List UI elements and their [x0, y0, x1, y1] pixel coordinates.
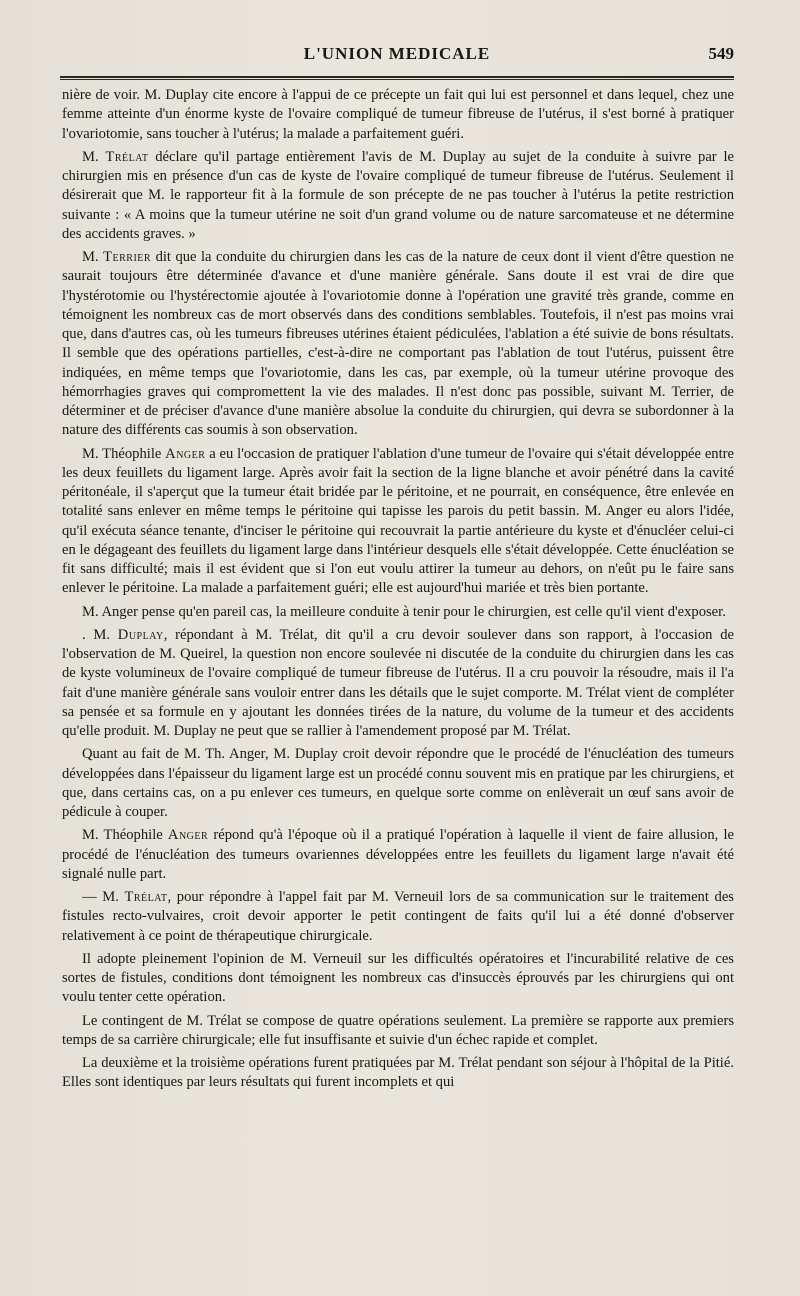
paragraph-text: nière de voir. M. Duplay cite encore à l'appui de ce précepte un fait qui lui est personnel et dans lequel, chez une femme atteinte d'un énorme kyste de l'ovaire compliqué de tumeur fibreuse de l'utérus, il s'est borné à pratiquer l'ovariotomie, sans toucher à l'utérus; la malade a parfaitement guéri.	[62, 87, 734, 142]
paragraph	[62, 248, 734, 441]
paragraph	[62, 745, 734, 822]
paragraph-prefix: M. Théophile	[82, 827, 168, 844]
page-number: 549	[708, 44, 734, 63]
paragraph-text: répond qu'à l'époque où il a pratiqué l'opération à laquelle il vient de faire allusion, le procédé de l'énucléation des tumeurs ovariennes développées entre les feuillets du ligament large n'avait été signalé nulle part.	[62, 827, 734, 882]
paragraph	[62, 626, 734, 742]
paragraph-prefix: M.	[82, 249, 104, 265]
paragraph	[62, 1012, 734, 1051]
paragraph	[62, 950, 734, 1008]
speaker-name: Anger	[167, 827, 209, 844]
paragraph-prefix: — M.	[82, 889, 125, 905]
speaker-name: Trélat	[124, 889, 168, 905]
paragraph-text: Quant au fait de M. Th. Anger, M. Duplay croit devoir répondre que le procédé de l'énucléation des tumeurs développées dans l'épaisseur du ligament large est un procédé connu souvent mis en pratique par les chirurgiens, et que, dans certains cas, on a pu enlever ces tumeurs, en quelque sorte comme on enlèverait un œuf sans avoir de pédicule à couper.	[62, 746, 734, 820]
running-title: L'UNION MEDICALE	[303, 44, 491, 63]
speaker-name: Terrier	[103, 249, 152, 265]
paragraph-prefix: . M.	[82, 626, 118, 643]
paragraph	[62, 148, 734, 244]
paragraph-text: déclare qu'il partage entièrement l'avis de M. Duplay au sujet de la conduite à suivre par le chirurgien mis en présence d'un cas de kyste de l'ovaire compliqué de tumeur fibreuse de l'utérus. Seulement il désirerait que M. le rapporteur fit à la formule de son précepte de ne pas toucher à l'utérus la petite restriction suivante : « A moins que la tumeur utérine ne soit d'un grand volume ou de nature sarcomateuse et ne détermine des accidents graves. »	[62, 148, 734, 242]
paragraph-text: , pour répondre à l'appel fait par M. Verneuil lors de sa communication sur le traitement des fistules recto-vulvaires, croit devoir apporter le petit contingent de faits qu'il lui a été donné d'observer relativement à ce point de thérapeutique chirurgicale.	[62, 889, 734, 944]
paragraph-text: Il adopte pleinement l'opinion de M. Verneuil sur les difficultés opératoires et l'incurabilité relative de ces sortes de fistules, conditions dont témoignent les nombreux cas d'insuccès éprouvés par les chirurgiens qui ont voulu tenter cette opération.	[62, 950, 734, 1006]
paragraph-prefix: M. Théophile	[82, 445, 166, 462]
paragraph	[62, 1054, 734, 1093]
paragraph-text: a eu l'occasion de pratiquer l'ablation d'une tumeur de l'ovaire qui s'était développée entre les deux feuillets du ligament large. Après avoir fait la section de la ligne blanche et avoir pénétré dans la cavité péritonéale, il s'aperçut que la tumeur était bridée par le péritoine, et ne pourrait, en conséquence, être enlevée en totalité sans enlever en même temps le péritoine qui tapisse les parois du petit bassin. M. Anger eu alors l'idée, qu'il exécuta séance tenante, d'inciser le péritoine qui recouvrait la partie antérieure du kyste et d'énucléer celui-ci en le dégageant des feuillets du ligament large dans l'intérieur desquels elle s'était développée. Cette énucléation se fit sans difficulté; mais il est évident que si l'on eut voulu attirer la tumeur au dehors, on n'eût pu le faire sans enlever le péritoine. La malade a parfaitement guéri; elle est aujourd'hui mariée et très bien portante.	[62, 445, 734, 597]
paragraph	[62, 826, 734, 884]
paragraph	[62, 603, 734, 622]
paragraph	[62, 86, 734, 144]
paragraph	[62, 445, 734, 599]
running-header	[60, 44, 734, 74]
speaker-name: Anger	[165, 445, 206, 462]
speaker-name: Trélat	[105, 148, 149, 165]
speaker-name: Duplay	[117, 626, 164, 643]
paragraph-prefix: M.	[82, 148, 106, 165]
header-rule	[60, 76, 734, 80]
paragraph-text: dit que la conduite du chirurgien dans les cas de la nature de ceux dont il vient d'être question ne saurait toujours être déterminée d'avance et d'une manière générale. Sans doute il est vrai de dire que l'hystérotomie ou l'hystérectomie ajoutée à l'ovariotomie donne à l'opération une gravité très grande, comme en témoignent les nombreux cas de mort observés dans des conditions semblables. Toutefois, il n'est pas moins vrai que, dans d'autres cas, où les tumeurs fibreuses utérines étaient pédiculées, l'ablation a été suivie de bons résultats. Il semble que des opérations partielles, c'est-à-dire ne comportant pas l'ablation de tout l'utérus, puissent être indiquées, en même temps que l'ovariotomie, dans les cas, par exemple, où la tumeur utérine provoque des hémorrhagies graves qui compromettent la vie des malades. Il n'est donc pas possible, suivant M. Terrier, de déterminer et de préciser d'avance d'une manière absolue la conduite du chirurgien, qui devra se subordonner à la nature des différents cas soumis à son observation.	[62, 249, 734, 439]
paragraph-text: Le contingent de M. Trélat se compose de quatre opérations seulement. La première se rapporte aux premiers temps de sa carrière chirurgicale; elle fut insuffisante et suivie d'un échec rapide et complet.	[62, 1012, 734, 1048]
paragraph	[62, 888, 734, 946]
paragraph-text: La deuxième et la troisième opérations furent pratiquées par M. Trélat pendant son séjour à l'hôpital de la Pitié. Elles sont identiques par leurs résultats qui furent incomplets et qui	[62, 1055, 734, 1091]
paragraph-text: M. Anger pense qu'en pareil cas, la meilleure conduite à tenir pour le chirurgien, est celle qu'il vient d'exposer.	[82, 603, 726, 620]
paragraph-text: , répondant à M. Trélat, dit qu'il a cru devoir soulever dans son rapport, à l'occasion de l'observation de M. Queirel, la question non encore soulevée ni discutée de la conduite du chirurgien dans les cas de kyste volumineux de l'ovaire compliqué de tumeur fibreuse de l'utérus. Il a cru pouvoir la résoudre, mais il l'a fait d'une manière générale sans vouloir entrer dans les détails que le sujet comporte. M. Trélat vient de compléter sa pensée et sa formule en y ajoutant les données tirées de la nature, du volume de la tumeur et des accidents qu'elle produit. M. Duplay ne peut que se rallier à l'amendement proposé par M. Trélat.	[62, 626, 734, 739]
body-text	[62, 86, 734, 1268]
